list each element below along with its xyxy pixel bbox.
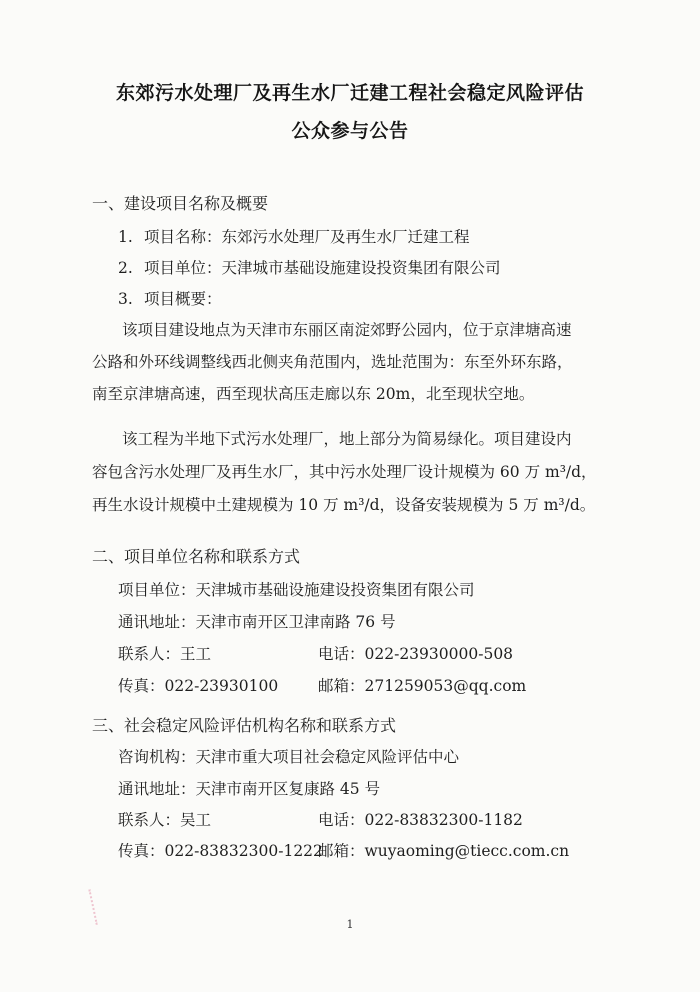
item-text: 项目名称：东郊污水处理厂及再生水厂迁建工程 — [144, 228, 470, 246]
overview-para2-line3: 再生水设计规模中土建规模为 10 万 m³/d，设备安装规模为 5 万 m³/d。 — [92, 496, 596, 514]
section2-contact: 联系人：王工 — [118, 645, 212, 663]
section3-email: 邮箱：wuyaoming@tiecc.com.cn — [318, 842, 570, 860]
page-number: 1 — [346, 918, 354, 931]
section3-agency: 咨询机构：天津市重大项目社会稳定风险评估中心 — [118, 748, 460, 766]
overview-para1-line1: 该项目建设地点为天津市东丽区南淀郊野公园内，位于京津塘高速 — [122, 321, 572, 339]
item-number: 2. — [118, 259, 133, 277]
item-number: 1. — [118, 228, 133, 246]
section3-address: 通讯地址：天津市南开区复康路 45 号 — [118, 780, 381, 798]
section2-phone: 电话：022-23930000-508 — [318, 645, 514, 663]
overview-para2-line2: 容包含污水处理厂及再生水厂，其中污水处理厂设计规模为 60 万 m³/d， — [92, 463, 597, 481]
section1-item-2 — [118, 256, 501, 278]
section3-phone: 电话：022-83832300-1182 — [318, 811, 523, 829]
section1-item-1 — [118, 225, 470, 247]
section3-heading: 三、社会稳定风险评估机构名称和联系方式 — [92, 716, 397, 735]
overview-para1-line3: 南至京津塘高速，西至现状高压走廊以东 20m，北至现状空地。 — [92, 385, 535, 403]
section2-fax: 传真：022-23930100 — [118, 677, 279, 695]
section3-contact: 联系人：吴工 — [118, 811, 212, 829]
section1-item-3 — [118, 287, 222, 309]
document-title: 东郊污水处理厂及再生水厂迁建工程社会稳定风险评估 — [115, 82, 584, 104]
section3-fax: 传真：022-83832300-1222 — [118, 842, 323, 860]
overview-para2-line1: 该工程为半地下式污水处理厂，地上部分为简易绿化。项目建设内 — [122, 430, 572, 448]
document-subtitle: 公众参与公告 — [291, 120, 409, 142]
section2-address: 通讯地址：天津市南开区卫津南路 76 号 — [118, 613, 396, 631]
item-number: 3. — [118, 290, 133, 308]
item-text: 项目概要： — [144, 290, 222, 308]
section2-email: 邮箱：271259053@qq.com — [318, 677, 527, 695]
section1-heading: 一、建设项目名称及概要 — [92, 194, 269, 213]
overview-para1-line2: 公路和外环线调整线西北侧夹角范围内，选址范围为：东至外环东路， — [92, 353, 573, 371]
item-text: 项目单位：天津城市基础设施建设投资集团有限公司 — [144, 259, 501, 277]
section2-heading: 二、项目单位名称和联系方式 — [92, 547, 301, 566]
section2-unit: 项目单位：天津城市基础设施建设投资集团有限公司 — [118, 581, 475, 599]
